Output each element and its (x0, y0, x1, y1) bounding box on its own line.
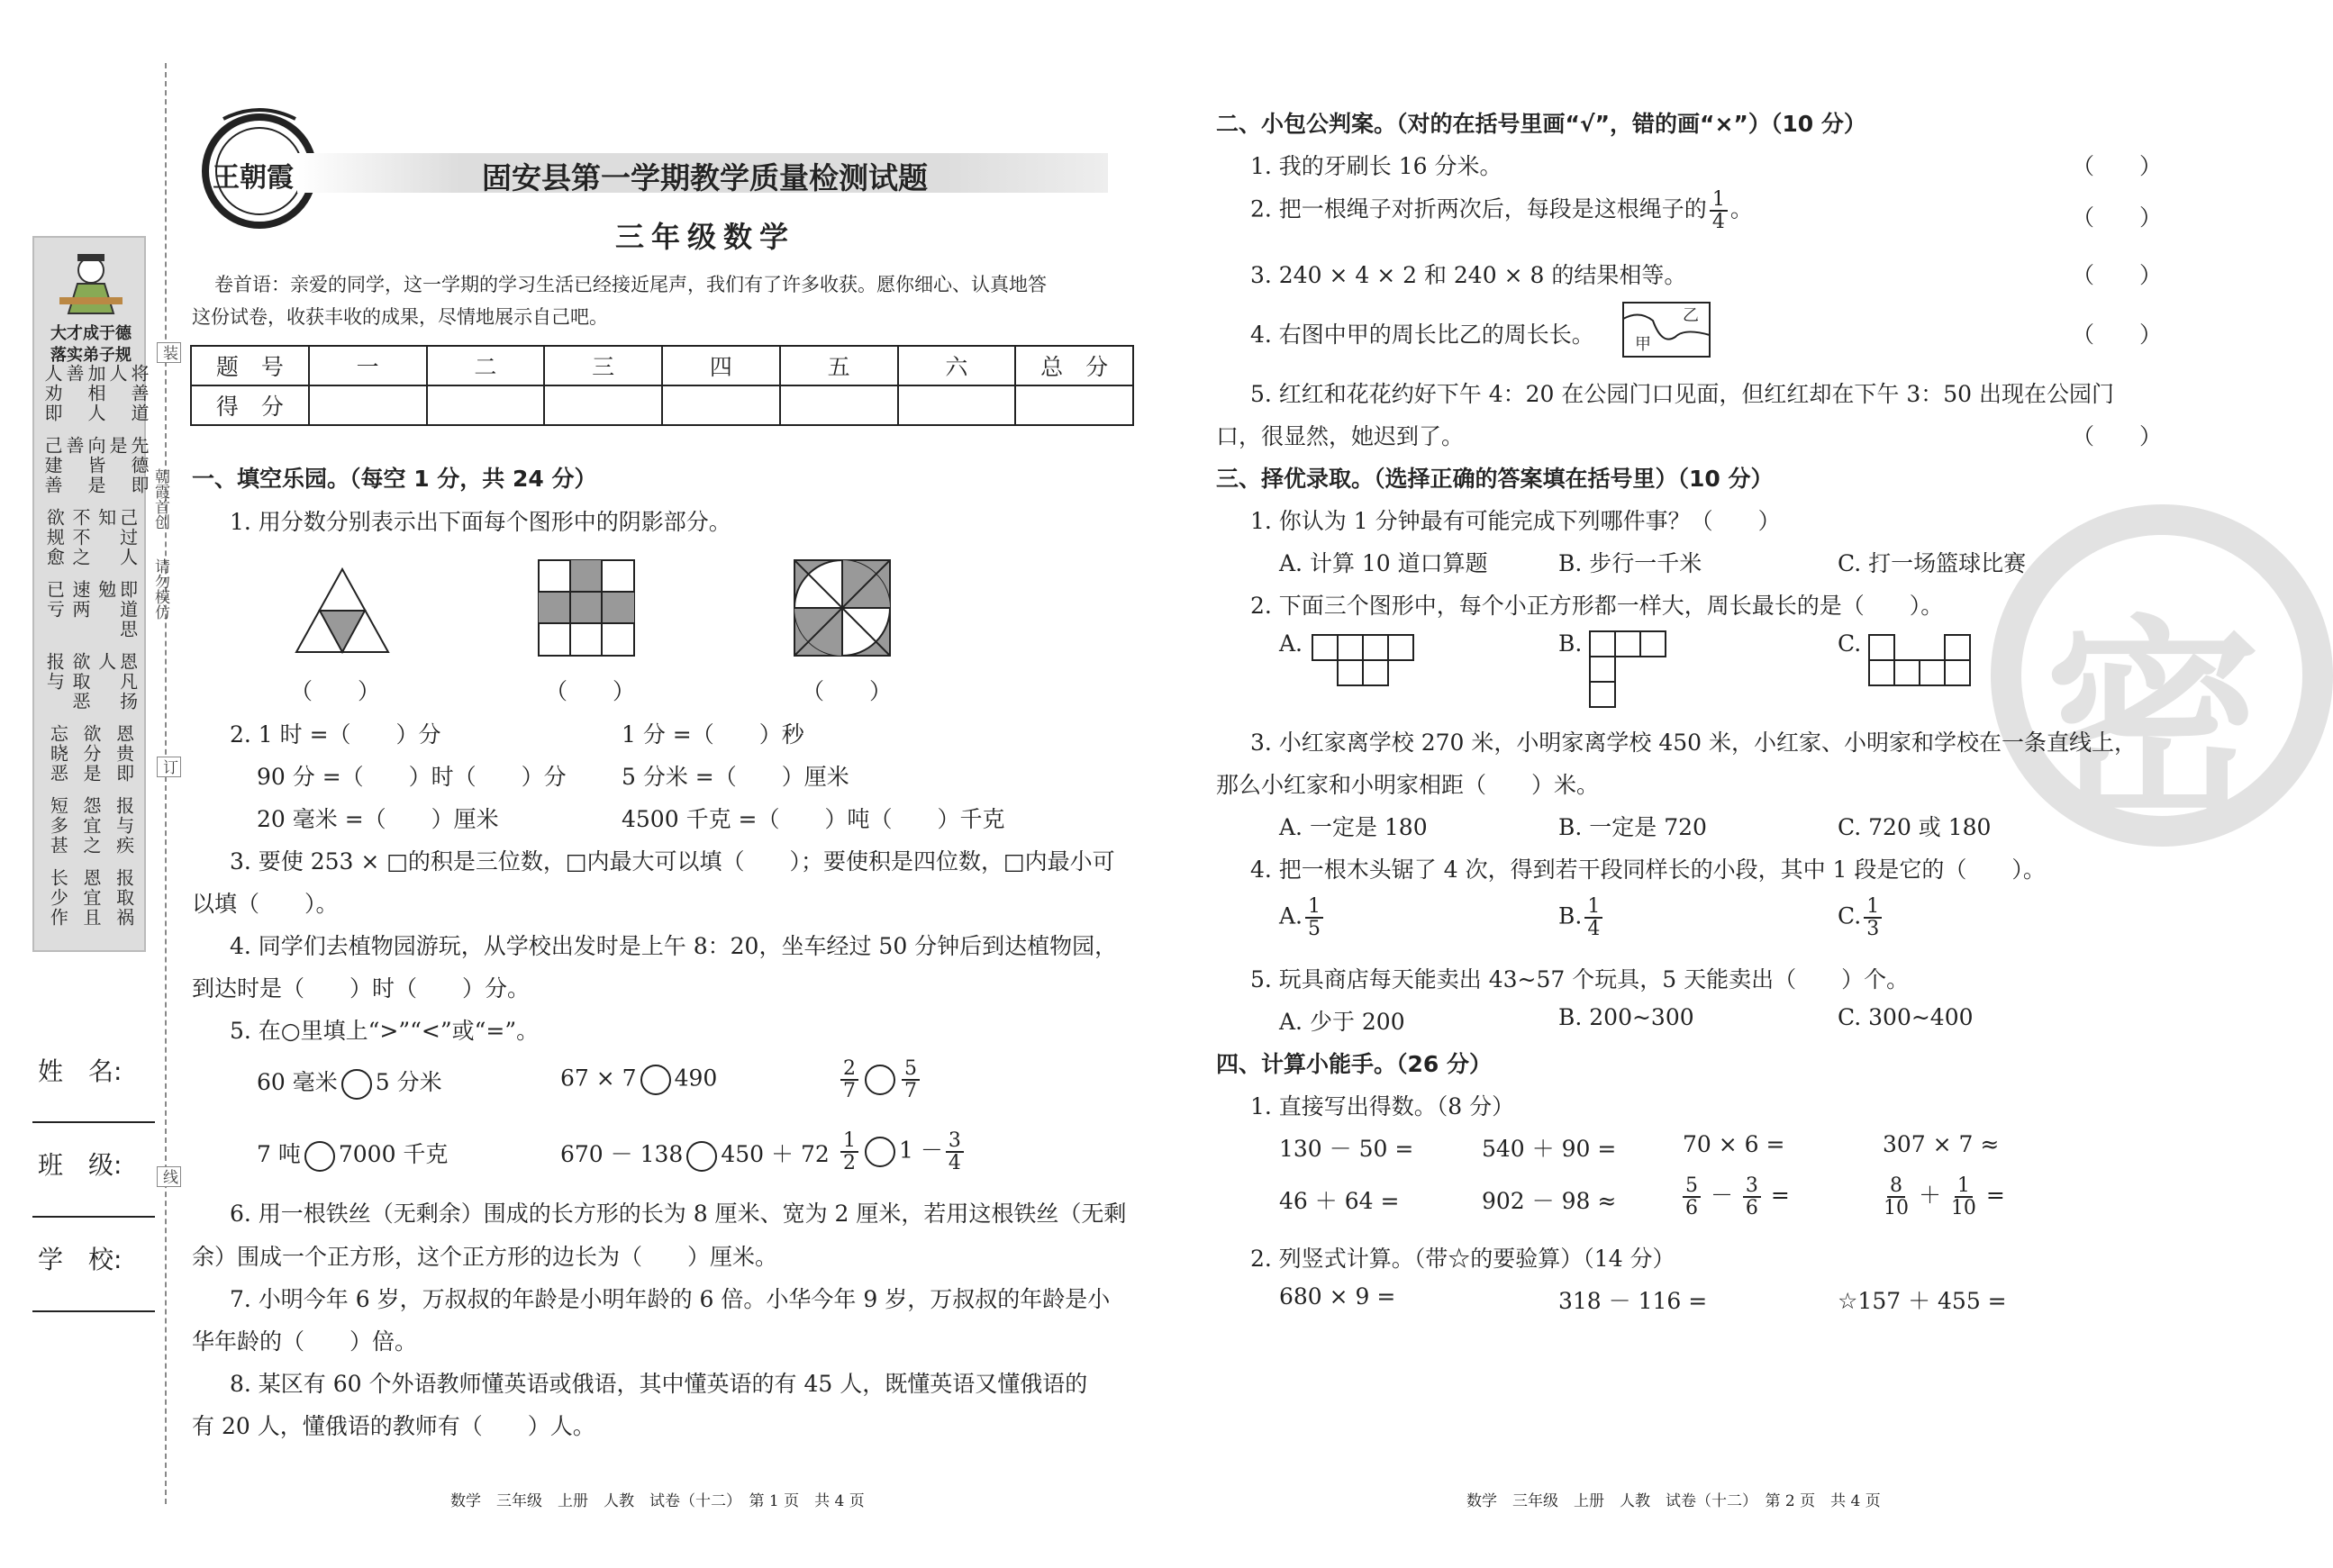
question: 1. 用分数分别表示出下面每个图形中的阴影部分。 (230, 509, 731, 535)
answer-blank[interactable]: （ ） (2072, 153, 2163, 179)
question: 1 分 =（ ）秒 (622, 721, 804, 748)
motto-column: 恩凡扬人 (95, 652, 139, 711)
question: 到达时是（ ）时（ ）分。 (192, 975, 531, 1002)
score-row (191, 385, 1133, 425)
question: 华年龄的（ ）倍。 (192, 1328, 418, 1355)
option[interactable]: C. (1838, 630, 1862, 657)
page-subtitle: 三年级数学 (615, 220, 796, 254)
motto-column: 报与 (43, 652, 66, 692)
school-label: 学 校: (38, 1245, 123, 1274)
motto-column: 不不之 (68, 508, 91, 567)
question: 6. 用一根铁丝（无剩余）围成的长方形的长为 8 厘米、宽为 2 厘米，若用这根铁丝（无剩 (230, 1201, 1127, 1227)
option[interactable]: A. 一定是 180 (1279, 814, 1428, 840)
page-footer: 数学 三年级 上册 人教 试卷（十二） 第 2 页 共 4 页 (1466, 1492, 1881, 1510)
option[interactable]: B. 200~300 (1558, 1004, 1694, 1030)
score-table (190, 345, 1134, 426)
motto-column: 短多甚 (47, 796, 69, 856)
score-label-cell: 得 分 (191, 385, 309, 425)
compare-item: 60 毫米 5 分米 (257, 1065, 442, 1100)
question: 3. 要使 253 × □的积是三位数，□内最大可以填（ ）；要使积是四位数，□内最小可 (230, 848, 1115, 875)
score-input-cell[interactable] (662, 385, 780, 425)
score-header-cell: 四 (662, 346, 780, 385)
motto-column: 欲规愈 (43, 508, 66, 567)
page-footer: 数学 三年级 上册 人教 试卷（十二） 第 1 页 共 4 页 (450, 1492, 865, 1510)
answer-blank[interactable]: （ ） (2072, 423, 2163, 449)
section2-title: 二、小包公判案。（对的在括号里画“√”，错的画“×”）（10 分） (1216, 111, 1866, 137)
vertical-note: 请勿模仿 (151, 558, 169, 620)
stamp-text: 密 (2045, 597, 2262, 849)
cut-mark: 线 (157, 1166, 181, 1187)
motto-column: 即道思勉 (95, 580, 139, 639)
compare-item: $\frac{2}{7}$ $\frac{5}{7}$ (838, 1058, 922, 1101)
score-header-cell: 六 (898, 346, 1016, 385)
name-label: 姓 名: (38, 1056, 123, 1086)
option[interactable]: A. 计算 10 道口算题 (1279, 550, 1488, 576)
question: 5. 在○里填上“>”“<”或“=”。 (230, 1018, 540, 1044)
score-header-row (191, 346, 1133, 385)
square-shape-a (1312, 634, 1414, 688)
question: 5 分米 =（ ）厘米 (622, 764, 849, 790)
motto-column: 报取祸 (113, 868, 135, 928)
compare-circle[interactable] (865, 1065, 895, 1095)
motto-line: 落实弟子规 (50, 346, 132, 365)
answer-blank[interactable]: （ ） (802, 678, 893, 704)
answer-blank[interactable]: （ ） (2072, 322, 2163, 348)
option[interactable]: C. 打一场篮球比赛 (1838, 550, 2027, 576)
question: 5. 红红和花花约好下午 4：20 在公园门口见面，但红红却在下午 3：50 出现在公园门 (1250, 381, 2115, 407)
compare-item: 670 － 138 450 ＋ 72 (560, 1137, 830, 1172)
motto-column: 己过人知 (95, 508, 139, 567)
question: 以填（ ）。 (192, 891, 339, 917)
motto-column: 加相人善 (63, 364, 106, 423)
option[interactable]: A. (1279, 630, 1303, 657)
option[interactable]: A. $\frac{1}{5}$ (1279, 896, 1326, 939)
calc-item: 46 ＋ 64 = (1279, 1188, 1400, 1214)
motto-column: 长少作 (47, 868, 69, 928)
compare-item: 7 吨 7000 千克 (257, 1137, 448, 1172)
score-input-cell[interactable] (1015, 385, 1133, 425)
motto-column: 己建善 (41, 436, 63, 495)
option[interactable]: B. 步行一千米 (1558, 550, 1702, 576)
square-circle-figure (793, 558, 892, 657)
vertical-note: 朝霞首创 (151, 468, 169, 530)
option[interactable]: B. (1558, 630, 1583, 657)
question: 3. 240 × 4 × 2 和 240 × 8 的结果相等。 (1250, 262, 1687, 288)
binding-line (165, 63, 167, 1504)
question: 7. 小明今年 6 岁，万叔叔的年龄是小明年龄的 6 倍。小华今年 9 岁，万叔叔的年龄是小 (230, 1286, 1111, 1312)
calc-item: 307 × 7 ≈ (1883, 1131, 2000, 1157)
question: 5. 玩具商店每天能卖出 43~57 个玩具，5 天能卖出（ ）个。 (1250, 966, 1910, 992)
compare-circle[interactable] (865, 1137, 895, 1167)
motto-column: 怨宜之 (79, 796, 102, 856)
question: 8. 某区有 60 个外语教师懂英语或俄语，其中懂英语的有 45 人，既懂英语又懂俄语的 (230, 1371, 1088, 1397)
compare-item: 67 × 7 490 (560, 1065, 717, 1095)
calc-item: 70 × 6 = (1683, 1131, 1785, 1157)
figure-label: 乙 (1683, 306, 1699, 325)
question: 2. 1 时 =（ ）分 (230, 721, 441, 748)
score-input-cell[interactable] (309, 385, 427, 425)
calc-item: $\frac{8}{10}$ ＋ $\frac{1}{10}$ = (1884, 1174, 2005, 1220)
motto-line: 大才成于德 (50, 324, 132, 343)
answer-blank[interactable]: （ ） (2072, 204, 2163, 231)
option[interactable]: B. 一定是 720 (1558, 814, 1707, 840)
motto-column: 恩宜且 (79, 868, 102, 928)
option[interactable]: A. 少于 200 (1279, 1009, 1405, 1035)
school-field[interactable] (32, 1310, 155, 1312)
option[interactable]: C. $\frac{1}{3}$ (1838, 896, 1884, 939)
score-header-cell: 二 (427, 346, 545, 385)
score-input-cell[interactable] (544, 385, 662, 425)
compare-circle[interactable] (304, 1141, 335, 1172)
calc-item: 680 × 9 = (1279, 1283, 1396, 1310)
option[interactable]: C. 720 或 180 (1838, 814, 1992, 840)
score-input-cell[interactable] (427, 385, 545, 425)
question: 4. 同学们去植物园游玩，从学校出发时是上午 8：20，坐车经过 50 分钟后到达植物园， (230, 933, 1118, 959)
question: 20 毫米 =（ ）厘米 (257, 806, 499, 832)
motto-column: 人劝即 (41, 364, 63, 423)
cut-mark: 订 (157, 757, 181, 777)
calc-item: $\frac{5}{6}$ － $\frac{3}{6}$ = (1680, 1175, 1790, 1219)
score-header-cell: 三 (544, 346, 662, 385)
section4-title: 四、计算小能手。（26 分） (1216, 1051, 1492, 1077)
intro-text: 卷首语：亲爱的同学，这一学期的学习生活已经接近尾声，我们有了许多收获。愿你细心、认真地答 (214, 274, 1047, 295)
motto-columns (41, 364, 150, 940)
motto-column: 向皆是善 (63, 436, 106, 495)
name-field[interactable] (32, 1121, 155, 1123)
section3-title: 三、择优录取。（选择正确的答案填在括号里）（10 分） (1216, 466, 1774, 492)
triangle-figure (293, 566, 392, 656)
option[interactable]: B. $\frac{1}{4}$ (1558, 896, 1605, 939)
figure-label: 甲 (1635, 335, 1651, 354)
score-header-cell: 题 号 (191, 346, 309, 385)
motto-column: 欲分是 (79, 724, 102, 784)
motto-column: 恩贵即 (113, 724, 135, 784)
class-field[interactable] (32, 1216, 155, 1218)
class-label: 班 级: (38, 1150, 123, 1180)
answer-blank[interactable]: （ ） (290, 678, 381, 704)
question: 4. 把一根木头锯了 4 次，得到若干段同样长的小段，其中 1 段是它的（ ）。 (1250, 857, 2046, 883)
scholar-illustration (41, 243, 141, 315)
question: 90 分 =（ ）时（ ）分 (257, 764, 567, 790)
question: 口，很显然，她迟到了。 (1216, 423, 1465, 449)
question: 有 20 人，懂俄语的教师有（ ）人。 (192, 1413, 595, 1439)
question: 4500 千克 =（ ）吨（ ）千克 (622, 806, 1005, 832)
question: 1. 直接写出得数。（8 分） (1250, 1093, 1515, 1119)
motto-column: 报与疾 (113, 796, 135, 856)
motto-column: 先德即是 (106, 436, 150, 495)
question: 余）围成一个正方形，这个正方形的边长为（ ）厘米。 (192, 1244, 778, 1270)
motto-column: 欲取恶 (68, 652, 91, 711)
question: 3. 小红家离学校 270 米，小明家离学校 450 米，小红家、小明家和学校在一条直线上， (1250, 730, 2138, 756)
page-title: 固安县第一学期教学质量检测试题 (482, 160, 928, 195)
grid-figure (537, 558, 636, 657)
question: 1. 我的牙刷长 16 分米。 (1250, 153, 1502, 179)
square-shape-c (1868, 634, 1974, 688)
calc-item: 318 － 116 = (1558, 1288, 1708, 1314)
motto-column: 已亏 (43, 580, 66, 620)
compare-circle[interactable] (341, 1069, 372, 1100)
score-header-cell: 总 分 (1015, 346, 1133, 385)
calc-item: 902 － 98 ≈ (1482, 1188, 1617, 1214)
square-shape-b (1589, 630, 1670, 710)
sidebar-motto-panel (32, 236, 150, 952)
compare-item: $\frac{1}{2}$ 1 － $\frac{3}{4}$ (838, 1130, 967, 1174)
calc-item: 130 － 50 = (1279, 1136, 1414, 1162)
score-input-cell[interactable] (780, 385, 898, 425)
intro-text: 这份试卷，收获丰收的成果，尽情地展示自己吧。 (192, 306, 608, 328)
option[interactable]: C. 300~400 (1838, 1004, 1974, 1030)
calc-item: 540 ＋ 90 = (1482, 1136, 1617, 1162)
compare-circle[interactable] (686, 1141, 717, 1172)
answer-blank[interactable]: （ ） (2072, 262, 2163, 288)
motto-column: 速两 (68, 580, 91, 620)
cut-mark: 装 (157, 342, 181, 363)
score-input-cell[interactable] (898, 385, 1016, 425)
score-header-cell: 一 (309, 346, 427, 385)
motto-column: 将善道人 (106, 364, 150, 423)
question: 2. 下面三个图形中，每个小正方形都一样大，周长最长的是（ ）。 (1250, 593, 1944, 619)
question: 2. 列竖式计算。（带☆的要验算）（14 分） (1250, 1246, 1675, 1272)
answer-blank[interactable]: （ ） (545, 678, 636, 704)
question: 2. 把一根绳子对折两次后，每段是这根绳子的 $\frac{1}{4}$ 。 (1250, 188, 1753, 234)
section1-title: 一、填空乐园。（每空 1 分，共 24 分） (192, 466, 597, 492)
calc-item: ☆157 ＋ 455 = (1838, 1288, 2007, 1314)
motto-column: 忘晓恶 (47, 724, 69, 784)
question: 1. 你认为 1 分钟最有可能完成下列哪件事？（ ） (1250, 508, 1781, 534)
score-header-cell: 五 (780, 346, 898, 385)
question: 4. 右图中甲的周长比乙的周长长。 (1250, 322, 1594, 348)
compare-circle[interactable] (640, 1065, 671, 1095)
logo-text: 王朝霞 (213, 162, 294, 194)
question: 那么小红家和小明家相距（ ）米。 (1216, 772, 1600, 798)
